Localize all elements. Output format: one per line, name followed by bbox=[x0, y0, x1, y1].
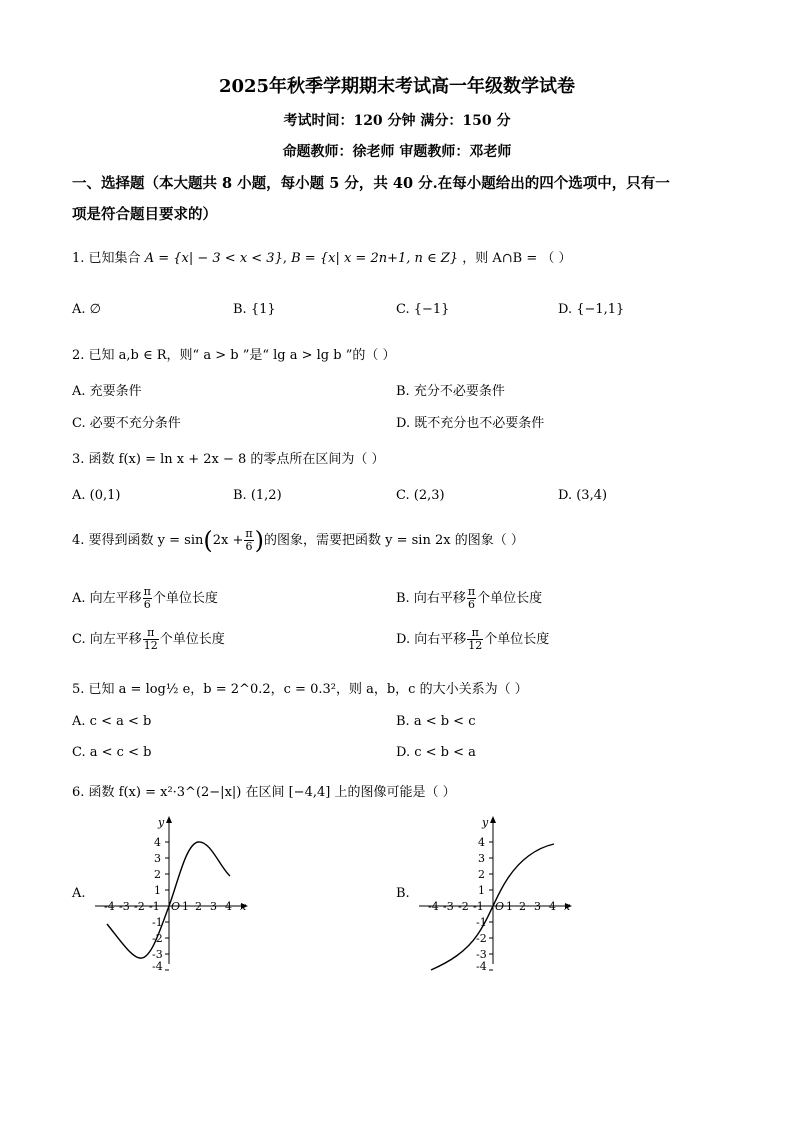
q4-left-paren: ( bbox=[203, 526, 213, 555]
page-title: 2025年秋季学期期末考试高一年级数学试卷 bbox=[218, 76, 576, 97]
q4-option-a[interactable]: A. 向左平移 $\frac{\pi}{6}$ 个单位长度 bbox=[72, 585, 218, 611]
q3-option-c[interactable]: C. (2,3) bbox=[396, 488, 445, 503]
q3-option-b[interactable]: B. (1,2) bbox=[233, 488, 282, 503]
y-axis-arrow-icon bbox=[490, 816, 496, 823]
q2-option-b[interactable]: B. 充分不必要条件 bbox=[396, 384, 505, 399]
q5-option-d[interactable]: D. c < b < a bbox=[396, 745, 476, 760]
x-tick: 1 bbox=[182, 900, 189, 913]
q1-option-b[interactable]: B. {1} bbox=[233, 302, 276, 317]
x-tick: -2 bbox=[134, 900, 145, 913]
origin-label: O bbox=[171, 900, 181, 913]
y-tick: -1 bbox=[476, 916, 487, 929]
q2-option-c[interactable]: C. 必要不充分条件 bbox=[72, 416, 181, 431]
y-tick: 1 bbox=[478, 884, 485, 897]
x-tick: -3 bbox=[443, 900, 454, 913]
question-2: 2. 已知 a,b ∈ R，则“ a > b ”是“ lg a > lg b ”的（ ） bbox=[72, 348, 396, 363]
x-tick: -1 bbox=[149, 900, 160, 913]
x-tick: 3 bbox=[210, 900, 217, 913]
q1-set-a: A = {x| − 3 < x < 3} bbox=[144, 251, 283, 266]
x-tick: 3 bbox=[534, 900, 541, 913]
q1-prefix: 已知集合 bbox=[88, 251, 141, 266]
q5-option-c[interactable]: C. a < c < b bbox=[72, 745, 152, 760]
question-3: 3. 函数 f(x) = ln x + 2x − 8 的零点所在区间为（ ） bbox=[72, 452, 385, 467]
q2-option-a[interactable]: A. 充要条件 bbox=[72, 384, 142, 399]
graph-option-a[interactable] bbox=[90, 812, 260, 972]
q1-option-d[interactable]: D. {−1,1} bbox=[558, 302, 625, 317]
question-1: 1. 已知集合 A = {x| − 3 < x < 3}, B = {x| x = 2n+1, n ∈ Z} ，则 A∩B = （ ） bbox=[72, 251, 572, 266]
q1-option-c[interactable]: C. {−1} bbox=[396, 302, 450, 317]
y-tick: 2 bbox=[154, 868, 161, 881]
y-tick: -4 bbox=[152, 960, 163, 972]
x-tick: 1 bbox=[506, 900, 513, 913]
x-tick: -3 bbox=[119, 900, 130, 913]
teacher-info: 命题教师：徐老师 审题教师：邓老师 bbox=[282, 144, 512, 160]
q4-right-paren: ) bbox=[254, 526, 264, 555]
origin-label: O bbox=[495, 900, 505, 913]
q5-option-b[interactable]: B. a < b < c bbox=[396, 714, 476, 729]
y-axis-arrow-icon bbox=[166, 816, 172, 823]
q3-option-d[interactable]: D. (3,4) bbox=[558, 488, 608, 503]
y-tick: -2 bbox=[476, 932, 487, 945]
x-axis-label: x bbox=[564, 900, 571, 913]
x-axis-label: x bbox=[240, 900, 247, 913]
y-axis-label: y bbox=[158, 816, 165, 829]
x-tick: -4 bbox=[428, 900, 439, 913]
y-axis-label: y bbox=[482, 816, 489, 829]
y-tick: -2 bbox=[152, 932, 163, 945]
q6-option-a[interactable]: A. bbox=[72, 886, 86, 901]
question-6: 6. 函数 f(x) = x²·3^(2−|x|) 在区间 [−4,4] 上的图像可能是（ ） bbox=[72, 785, 456, 800]
q1-number: 1. bbox=[72, 251, 85, 266]
y-tick: 3 bbox=[154, 852, 161, 865]
q4-option-b[interactable]: B. 向右平移 $\frac{\pi}{6}$ 个单位长度 bbox=[396, 585, 543, 611]
y-tick: 3 bbox=[478, 852, 485, 865]
x-tick: 2 bbox=[195, 900, 202, 913]
question-5: 5. 已知 a = log½ e，b = 2^0.2，c = 0.3²，则 a，b，c 的大小关系为（ ） bbox=[72, 682, 528, 697]
exam-time-info: 考试时间：120 分钟 满分：150 分 bbox=[283, 113, 511, 129]
graph-option-b[interactable] bbox=[414, 812, 584, 972]
y-tick: -1 bbox=[152, 916, 163, 929]
q3-option-a[interactable]: A. (0,1) bbox=[72, 488, 121, 503]
q5-option-a[interactable]: A. c < a < b bbox=[72, 714, 152, 729]
section-heading-cont: 项是符合题目要求的） bbox=[72, 206, 217, 223]
x-tick: -1 bbox=[473, 900, 484, 913]
q1-option-a[interactable]: A. ∅ bbox=[72, 302, 101, 317]
q4-fraction: $\frac{\pi}{6}$ bbox=[245, 527, 253, 553]
q6-option-b[interactable]: B. bbox=[396, 886, 410, 901]
q4-option-d[interactable]: D. 向右平移 $\frac{\pi}{12}$ 个单位长度 bbox=[396, 626, 550, 652]
y-tick: 4 bbox=[154, 836, 161, 849]
x-tick: 4 bbox=[225, 900, 232, 913]
q1-suffix: ，则 A∩B = （ ） bbox=[462, 251, 572, 266]
question-4 bbox=[72, 528, 524, 553]
y-tick: -3 bbox=[476, 948, 487, 961]
x-tick: 2 bbox=[519, 900, 526, 913]
x-tick: -2 bbox=[458, 900, 469, 913]
x-tick: -4 bbox=[104, 900, 115, 913]
q1-set-b: B = {x| x = 2n+1, n ∈ Z} bbox=[291, 251, 459, 266]
x-tick: 4 bbox=[549, 900, 556, 913]
y-tick: 1 bbox=[154, 884, 161, 897]
section-heading: 一、选择题（本大题共 8 小题，每小题 5 分，共 40 分.在每小题给出的四个选项中，只有一 bbox=[72, 175, 670, 192]
q4-option-c[interactable]: C. 向左平移 $\frac{\pi}{12}$ 个单位长度 bbox=[72, 626, 225, 652]
q4-suffix: 的图象，需要把函数 y = sin 2x 的图象（ ） bbox=[264, 533, 524, 548]
y-tick: -4 bbox=[476, 960, 487, 972]
y-tick: 2 bbox=[478, 868, 485, 881]
q4-prefix: 4. 要得到函数 y = sin bbox=[72, 533, 204, 548]
q4-inner: 2x + bbox=[212, 533, 244, 548]
y-tick: -3 bbox=[152, 948, 163, 961]
q2-option-d[interactable]: D. 既不充分也不必要条件 bbox=[396, 416, 545, 431]
y-tick: 4 bbox=[478, 836, 485, 849]
